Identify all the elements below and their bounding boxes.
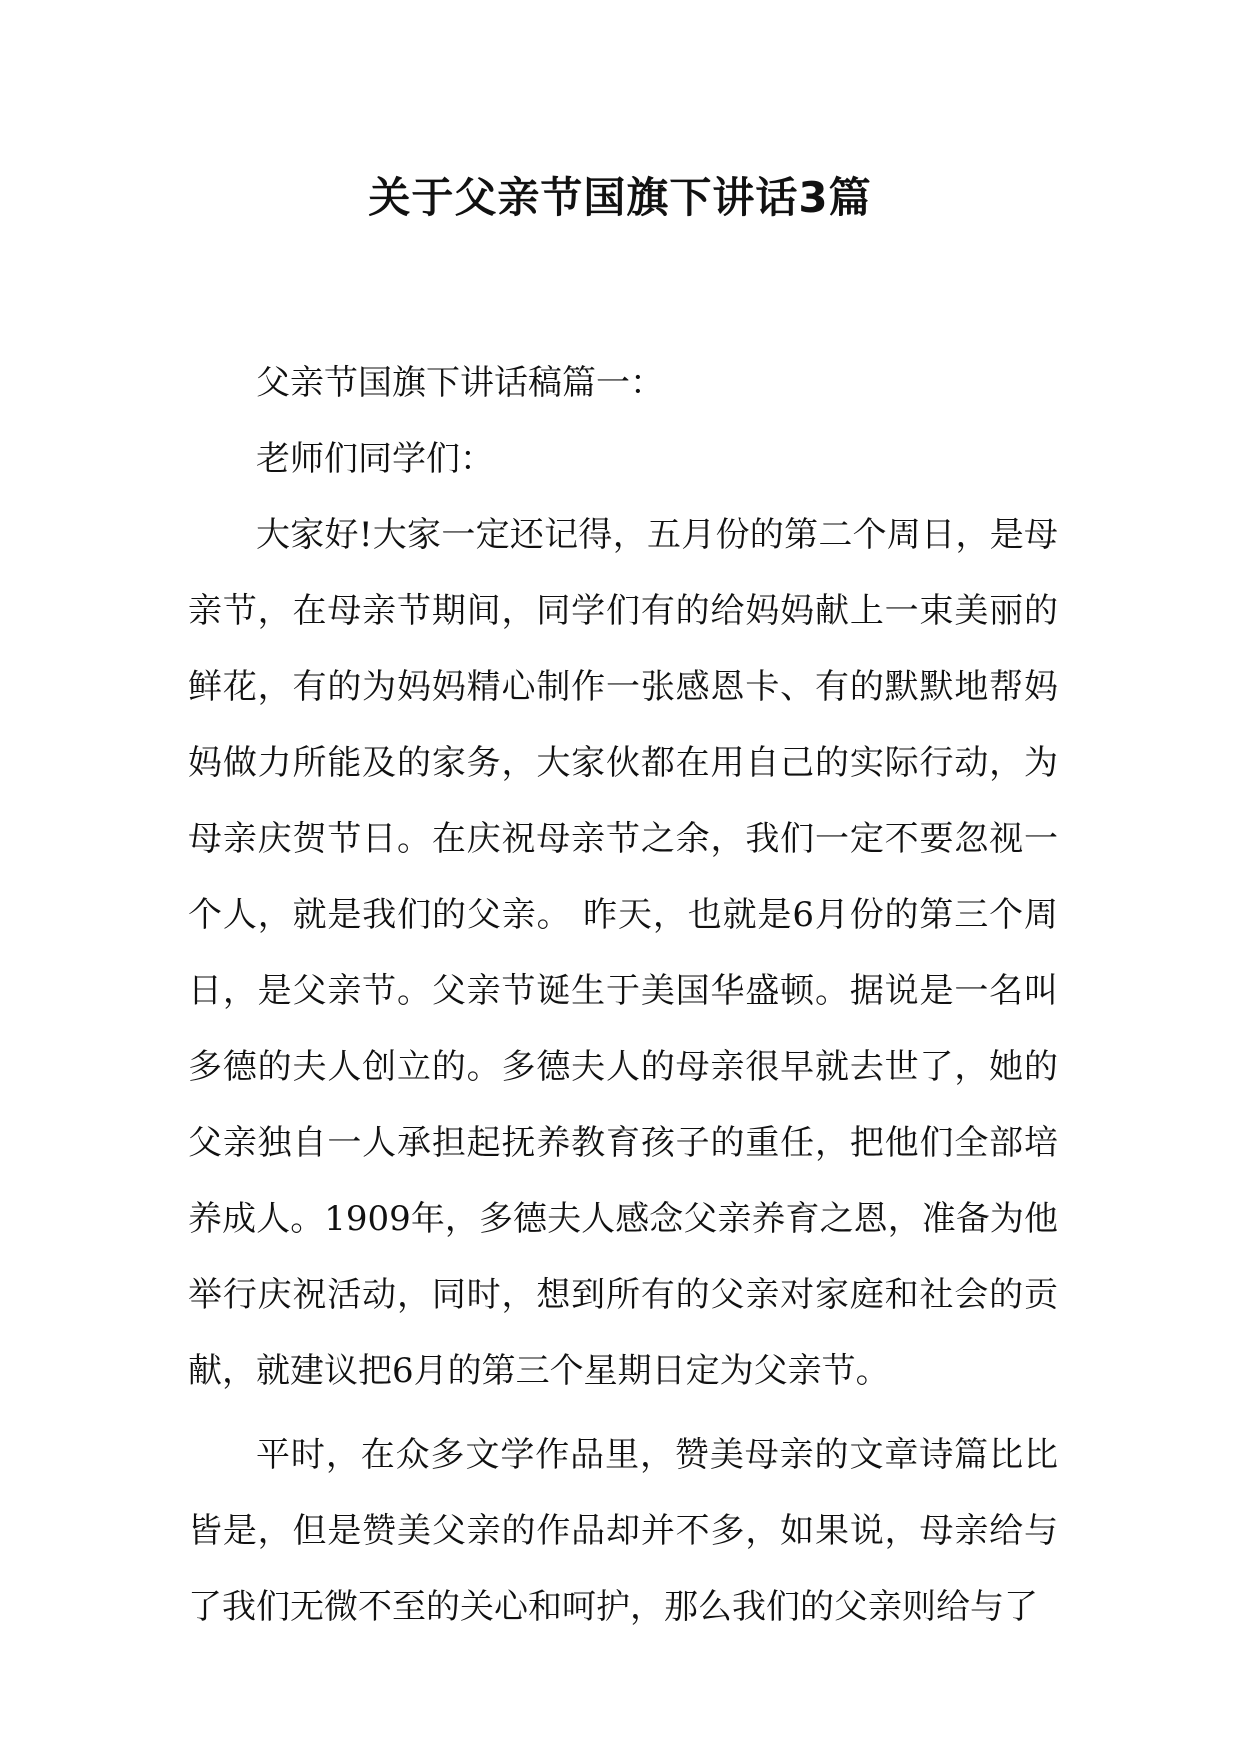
section-heading: 父亲节国旗下讲话稿篇一： <box>256 363 664 403</box>
body-paragraph: 大家好!大家一定还记得，五月份的第二个周日，是母亲节，在母亲节期间，同学们有的给妈妈献上一束美丽的鲜花，有的为妈妈精心制作一张感恩卡、有的默默地帮妈妈做力所能及的家务，大家伙都在用自己的实际行动，为母亲庆贺节日。在庆祝母亲节之余，我们一定不要忽视一个人，就是我们的父亲。 昨天，也就是6月份的第三个周日，是父亲节。父亲节诞生于美国华盛顿。据说是一名叫多德的夫人创立的。多德夫人的母亲很早就去世了，她的父亲独自一人承担起抚养教育孩子的重任，把他们全部培养成人。1909年，多德夫人感念父亲养育之恩，准备为他举行庆祝活动，同时，想到所有的父亲对家庭和社会的贡献，就建议把6月的第三个星期日定为父亲节。 <box>188 515 1058 1391</box>
salutation: 老师们同学们： <box>256 439 494 479</box>
document-body <box>188 345 1058 1653</box>
document-title: 关于父亲节国旗下讲话3篇 <box>368 173 872 222</box>
body-paragraph: 平时，在众多文学作品里，赞美母亲的文章诗篇比比皆是，但是赞美父亲的作品却并不多，如果说，母亲给与了我们无微不至的关心和呵护，那么我们的父亲则给与了 <box>188 1435 1058 1627</box>
